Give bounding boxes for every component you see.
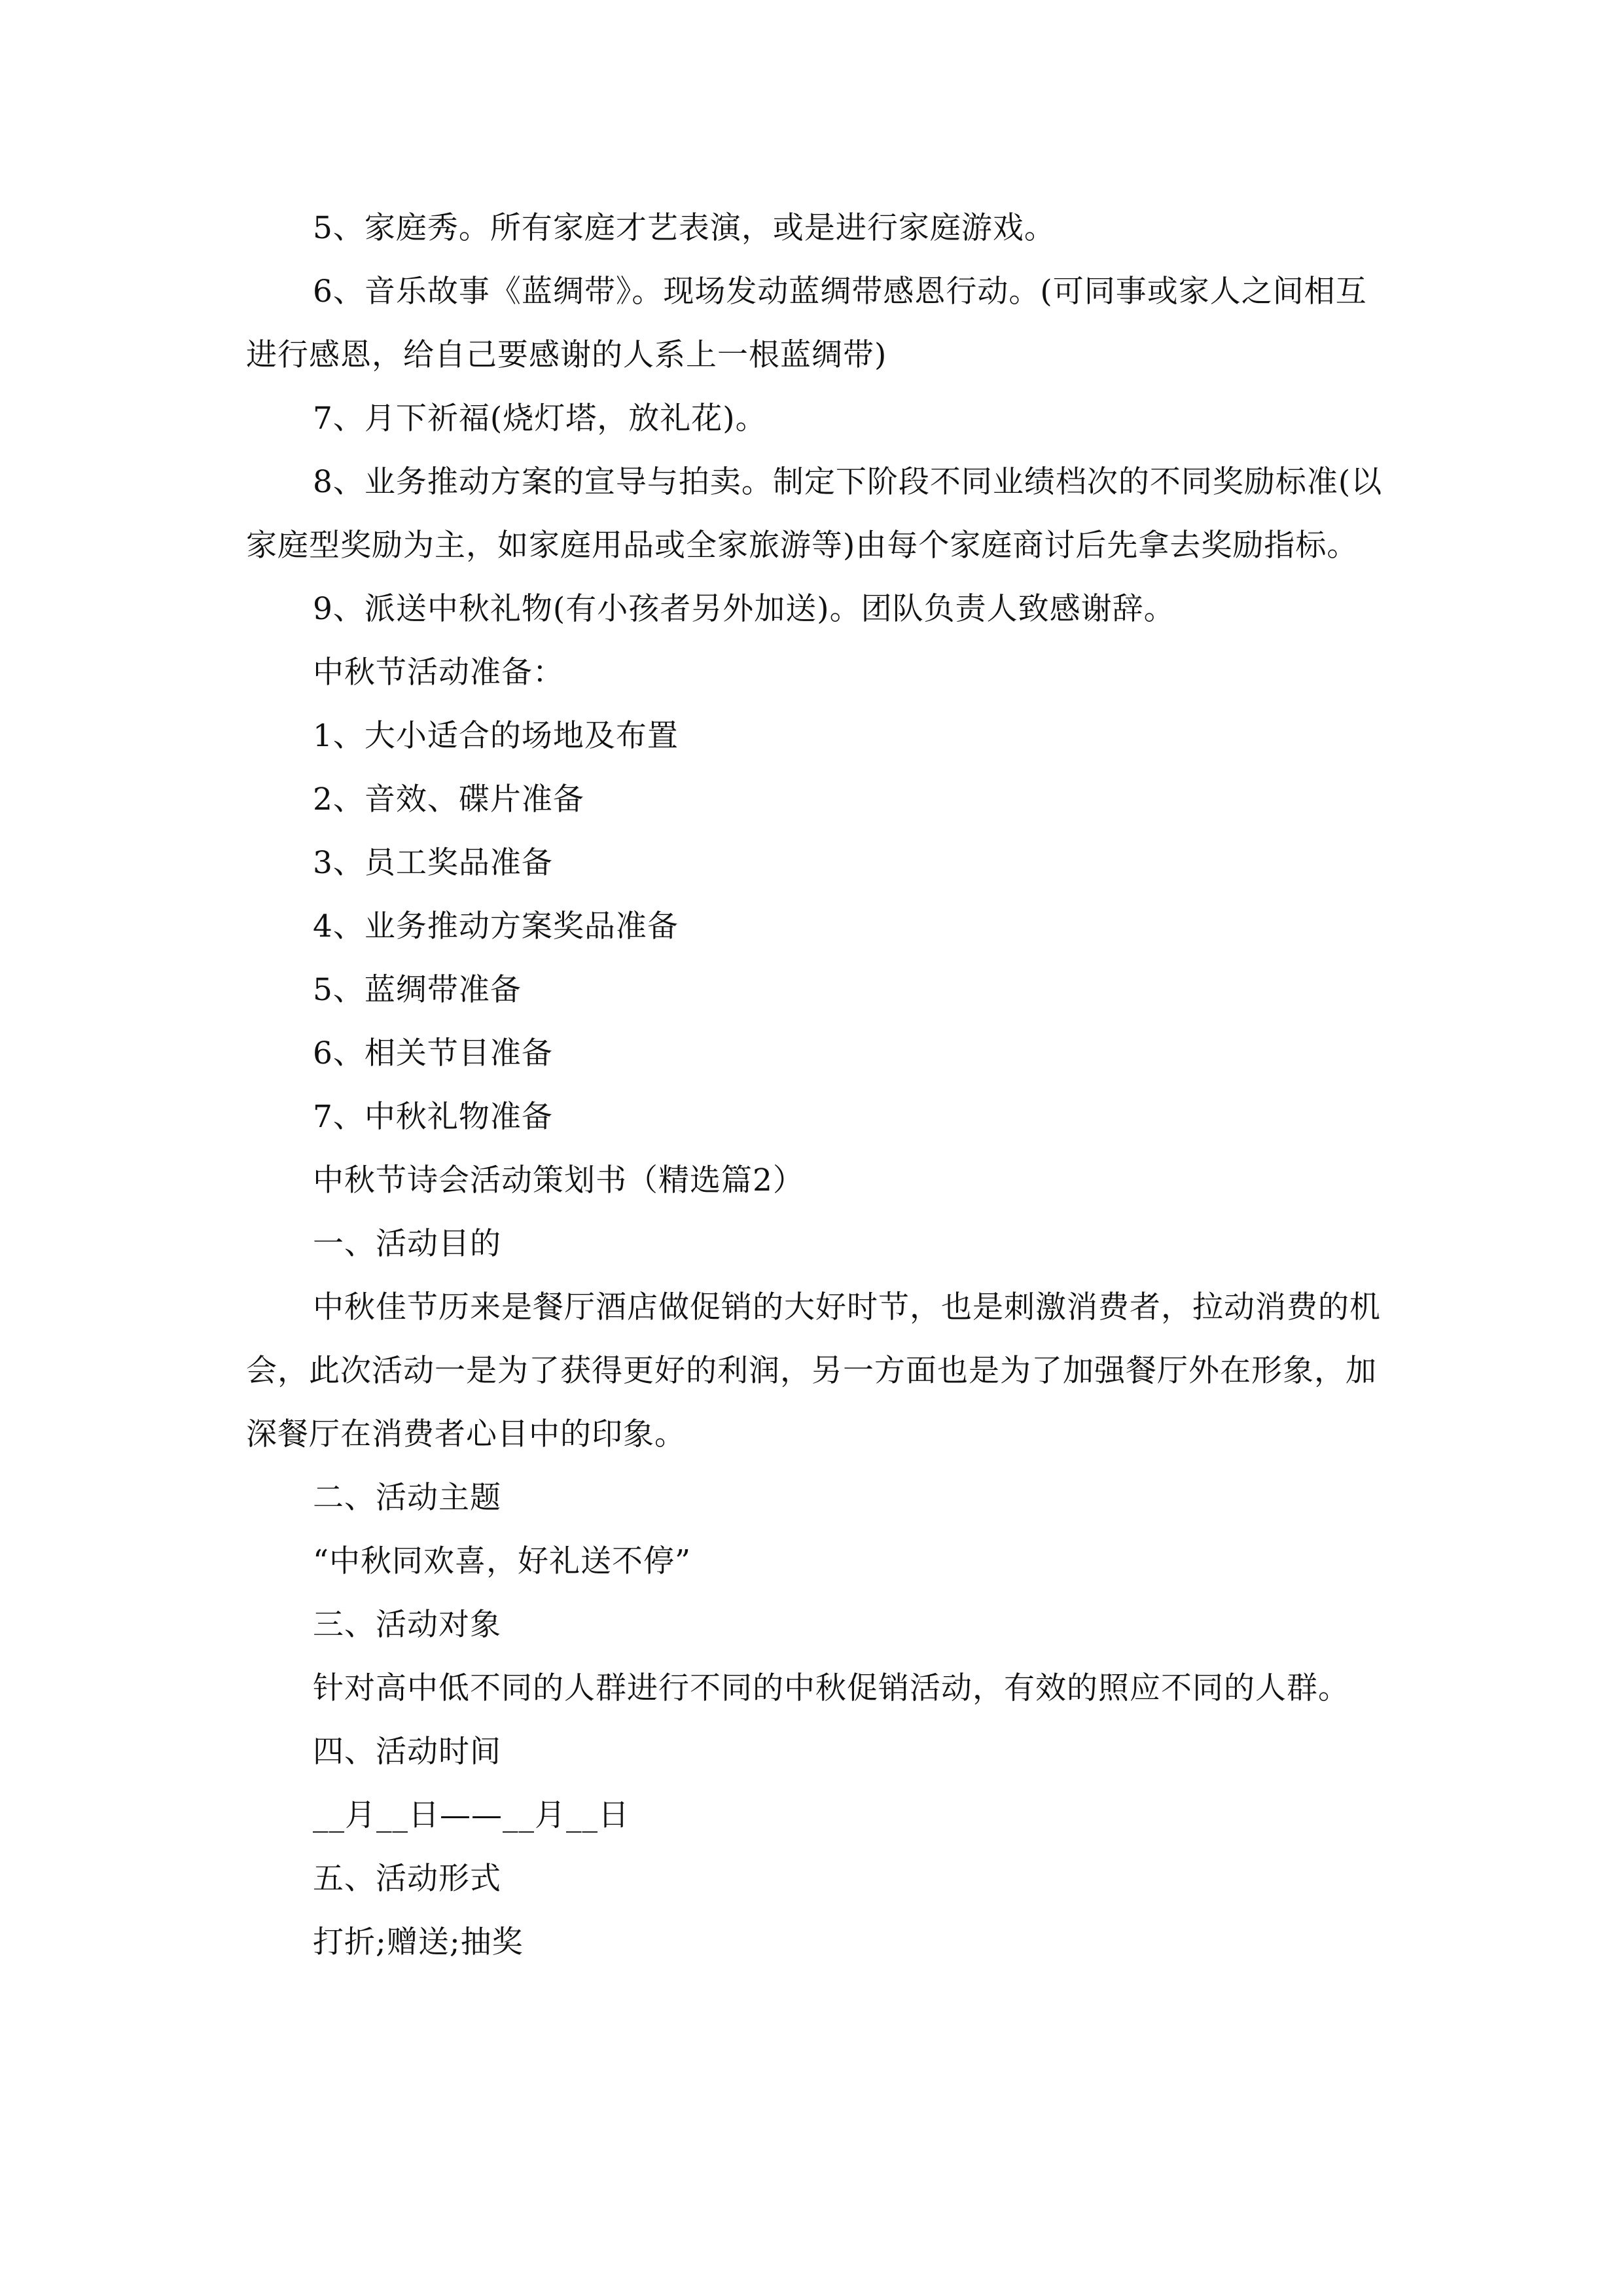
section-heading-preparation: 中秋节活动准备：	[313, 655, 564, 691]
document-body	[246, 196, 1398, 1974]
paragraph-time-text: __月__日——__月__日	[313, 1797, 630, 1833]
paragraph-item-7-blessing: 7、月下祈福(烧灯塔，放礼花)。	[313, 401, 767, 437]
heading-activity-form: 五、活动形式	[313, 1861, 501, 1897]
paragraph-item-8-business-plan: 8、业务推动方案的宣导与拍卖。制定下阶段不同业绩档次的不同奖励标准(以家庭型奖励为主，如家庭用品或全家旅游等)由每个家庭商讨后先拿去奖励指标。	[246, 464, 1383, 564]
paragraph-item-5-family-show: 5、家庭秀。所有家庭才艺表演，或是进行家庭游戏。	[313, 210, 1056, 246]
prep-item-audio: 2、音效、碟片准备	[313, 781, 584, 817]
prep-item-gifts: 7、中秋礼物准备	[313, 1099, 553, 1135]
heading-activity-time: 四、活动时间	[313, 1734, 501, 1770]
prep-item-venue: 1、大小适合的场地及布置	[313, 718, 679, 754]
paragraph-purpose-text: 中秋佳节历来是餐厅酒店做促销的大好时节，也是刺激消费者，拉动消费的机会，此次活动一是为了获得更好的利润，另一方面也是为了加强餐厅外在形象，加深餐厅在消费者心目中的印象。	[246, 1289, 1381, 1452]
paragraph-form-text: 打折;赠送;抽奖	[313, 1924, 524, 1960]
prep-item-staff-prizes: 3、员工奖品准备	[313, 845, 553, 881]
paragraph-target-text: 针对高中低不同的人群进行不同的中秋促销活动，有效的照应不同的人群。	[313, 1670, 1349, 1706]
heading-activity-theme: 二、活动主题	[313, 1480, 501, 1516]
paragraph-item-6-music-story: 6、音乐故事《蓝绸带》。现场发动蓝绸带感恩行动。(可同事或家人之间相互进行感恩，给自己要感谢的人系上一根蓝绸带)	[246, 274, 1367, 373]
paragraph-theme-text: “中秋同欢喜，好礼送不停”	[313, 1543, 692, 1579]
heading-activity-target: 三、活动对象	[313, 1607, 501, 1643]
paragraph-item-9-gifts: 9、派送中秋礼物(有小孩者另外加送)。团队负责人致感谢辞。	[313, 591, 1175, 627]
prep-item-blue-ribbon: 5、蓝绸带准备	[313, 972, 522, 1008]
prep-item-business-prizes: 4、业务推动方案奖品准备	[313, 908, 679, 944]
prep-item-programs: 6、相关节目准备	[313, 1035, 553, 1071]
heading-activity-purpose: 一、活动目的	[313, 1226, 501, 1262]
section-title-plan-2: 中秋节诗会活动策划书（精选篇2）	[313, 1162, 804, 1198]
